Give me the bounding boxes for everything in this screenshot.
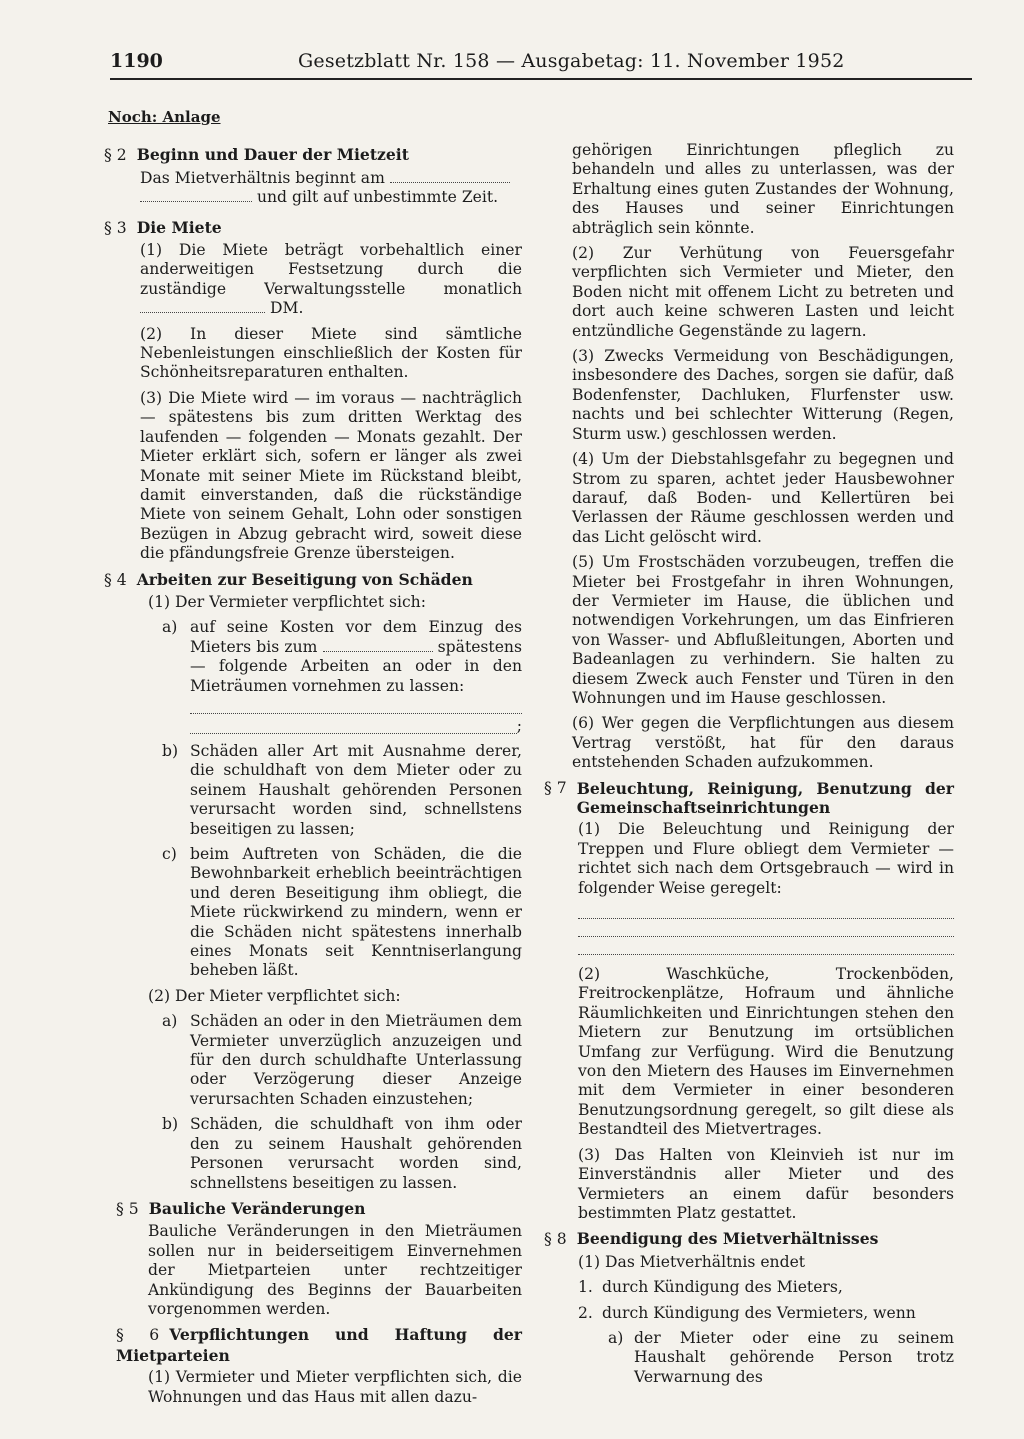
- blank-field-deadline[interactable]: [323, 639, 433, 652]
- item-text: durch Kündigung des Mieters,: [602, 1278, 843, 1297]
- item-label: b): [162, 741, 179, 760]
- item-text: auf seine Kosten vor dem Einzug des Mieters bis zum: [190, 618, 522, 656]
- section-title: Bauliche Veränderungen: [148, 1198, 366, 1218]
- anlage-heading: Noch: Anlage: [108, 108, 221, 126]
- item-label: 2.: [578, 1303, 593, 1322]
- page-number: 1190: [110, 50, 163, 72]
- blank-line[interactable]: [578, 904, 954, 919]
- s6-paragraph-6: (6) Wer gegen die Verpflichtungen aus diesem Vertrag verstößt, hat für den daraus entstehenden Schaden aufzukommen.: [572, 714, 954, 772]
- section-2-body: [104, 169, 522, 208]
- s6-paragraph-3: (3) Zwecks Vermeidung von Beschädigungen, insbesondere des Daches, sorgen sie dafür, daß Bodenfenster, Dachluken, Flurfenster usw. nachts und bei schlechter Witterung (Regen, Sturm usw.) geschlossen werden.: [572, 347, 954, 443]
- section-4-body: [104, 593, 522, 1193]
- section-title: Beginn und Dauer der Mietzeit: [136, 145, 409, 165]
- section-number: § 2: [104, 146, 127, 165]
- item-label: c): [162, 845, 177, 863]
- section-number: § 4: [104, 570, 127, 589]
- list-item: [148, 845, 522, 981]
- section-4-heading: [104, 570, 522, 590]
- item-end: ;: [516, 716, 522, 735]
- blank-line[interactable]: [190, 719, 517, 734]
- section-title: Beleuchtung, Reinigung, Benutzung der Gemeinschaftseinrichtungen: [576, 778, 954, 817]
- header-rule: [110, 78, 972, 80]
- list-item: [578, 1278, 954, 1297]
- section-5-body: [104, 1222, 522, 1319]
- s6-paragraph-5: (5) Um Frostschäden vorzubeugen, treffen die Mieter bei Frostgefahr in ihren Wohnungen, der Vermieter im Hause, die üblichen und notwendigen Vorkehrungen, um das Einfrieren von Wasser- und Abflußleitungen, Aborten und Badeanlagen zu verhindern. Sie halten zu diesem Zweck auch Fenster und Türen in den Wohnungen und im Hause geschlossen.: [572, 553, 954, 707]
- section-title: Beendigung des Mietverhältnisses: [576, 1229, 879, 1249]
- section-3-heading: [104, 218, 522, 238]
- s7-paragraph-2: (2) Waschküche, Trockenböden, Freitrockenplätze, Hofraum und ähnliche Räumlichkeiten und Einrichtungen stehen den Mietern zur Benutzung im ortsüblichen Umfang zur Verfügung. Wird die Benutzung von den Mietern des Hauses im Einvernehmen mit dem Vermieter in einer besonderen Benutzungsordnung geregelt, so gilt diese als Bestandteil des Mietvertrages.: [578, 965, 954, 1139]
- section-7-body: [544, 820, 954, 1223]
- blank-line[interactable]: [190, 699, 522, 714]
- section-title: Verpflichtungen und Haftung der Mietparteien: [116, 1325, 522, 1365]
- item-text-cont: folgende Arbeiten an oder in den Mieträumen vornehmen zu lassen:: [190, 657, 522, 695]
- list-item: [578, 1329, 954, 1387]
- list-item: [148, 1012, 522, 1109]
- item-label: b): [162, 1115, 179, 1134]
- list-item: [148, 742, 522, 839]
- left-column: [104, 108, 522, 1413]
- s8-paragraph-1: (1) Das Mietverhältnis endet: [578, 1252, 806, 1271]
- item-label: a): [608, 1328, 624, 1347]
- s7-paragraph-3: (3) Das Halten von Kleinvieh ist nur im Einverständnis aller Mieter und des Vermieters an einem dafür besonders bestimmten Platz gestattet.: [578, 1145, 954, 1222]
- item-label: 1.: [578, 1278, 593, 1297]
- s3-p1-text: (1) Die Miete beträgt vorbehaltlich einer anderweitigen Festsetzung durch die zuständige Verwaltungsstelle monatlich: [140, 241, 522, 298]
- section-3-body: [104, 241, 522, 564]
- section-number: § 8: [544, 1230, 567, 1249]
- item-text: Schäden aller Art mit Ausnahme derer, die schuldhaft von dem Mieter oder zu seinem Haushalt gehörenden Personen verursacht worden sind, schnellstens beseitigen zu lassen;: [190, 741, 522, 838]
- item-text: durch Kündigung des Vermieters, wenn: [602, 1303, 916, 1322]
- blank-line[interactable]: [578, 940, 954, 955]
- s3-paragraph-1: [140, 241, 522, 319]
- s4-paragraph-2: (2) Der Mieter verpflichtet sich:: [148, 986, 401, 1005]
- section-8-heading: [544, 1229, 954, 1249]
- s6-paragraph-1-cont: gehörigen Einrichtungen pfleglich zu behandeln und alles zu unterlassen, was der Erhaltung eines guten Zustandes der Wohnung, des Hauses und seiner Einrichtungen abträglich sein könnte.: [572, 141, 954, 237]
- section-5-heading: [104, 1199, 522, 1219]
- blank-field-start-date-cont[interactable]: [140, 189, 252, 202]
- section-title: Die Miete: [136, 217, 222, 237]
- s5-paragraph: Bauliche Veränderungen in den Mieträumen sollen nur in beiderseitigem Einvernehmen der Mietparteien unter rechtzeitiger Ankündigung des Beginns der Bauarbeiten vorgenommen werden.: [148, 1222, 522, 1318]
- section-7-heading: [544, 779, 954, 818]
- section-8-body: [544, 1253, 954, 1387]
- s4-paragraph-1: (1) Der Vermieter verpflichtet sich:: [148, 592, 426, 611]
- section-number: § 5: [116, 1199, 139, 1218]
- item-text: Schäden, die schuldhaft von ihm oder den zu seinem Haushalt gehörenden Personen verursacht worden sind, schnellstens beseitigen zu lassen.: [190, 1115, 522, 1192]
- item-text: Schäden an oder in den Mieträumen dem Vermieter unverzüglich anzuzeigen und für den durch schuldhafte Unterlassung oder Verzögerung dieser Anzeige verursachten Schaden einzustehen;: [190, 1012, 522, 1108]
- section-6-body: [104, 1368, 522, 1407]
- section-2-heading: [104, 145, 522, 165]
- header-title: Gesetzblatt Nr. 158 — Ausgabetag: 11. November 1952: [298, 50, 845, 72]
- list-item: [148, 1115, 522, 1193]
- section-number: § 7: [544, 778, 567, 797]
- s2-line2: und gilt auf unbestimmte Zeit.: [256, 188, 499, 207]
- blank-line[interactable]: [578, 922, 954, 937]
- blank-field-start-date[interactable]: [390, 170, 510, 183]
- right-column: [544, 141, 954, 1393]
- blank-field-rent[interactable]: [140, 300, 265, 313]
- item-label: a): [162, 1012, 178, 1031]
- section-6-heading: [104, 1325, 522, 1365]
- s3-p1-unit: DM.: [269, 299, 304, 318]
- s6-paragraph-4: (4) Um der Diebstahlsgefahr zu begegnen und Strom zu sparen, achtet jeder Hausbewohner darauf, daß Boden- und Kellertüren bei Verlassen der Räume geschlossen werden und das Licht gelöscht wird.: [572, 450, 954, 546]
- s7-paragraph-1: (1) Die Beleuchtung und Reinigung der Treppen und Flure obliegt dem Vermieter — richtet sich nach dem Ortsgebrauch — wird in folgender Weise geregelt:: [578, 820, 954, 897]
- s2-line1: Das Mietverhältnis beginnt am: [140, 168, 385, 187]
- section-number: § 3: [104, 218, 127, 237]
- s3-paragraph-3: (3) Die Miete wird — im voraus — nachträglich — spätestens bis zum dritten Werktag des laufenden — folgenden — Monats gezahlt. Der Mieter erklärt sich, sofern er länger als zwei Monate mit seiner Miete im Rückstand bleibt, damit einverstanden, daß die rückständige Miete von seinem Gehalt, Lohn oder sonstigen Bezügen in Abzug gebracht wird, soweit diese die pfändungsfreie Grenze übersteigen.: [140, 388, 522, 563]
- item-text-cont: spätestens —: [190, 637, 522, 676]
- item-text: der Mieter oder eine zu seinem Haushalt gehörende Person trotz Verwarnung des: [634, 1328, 954, 1386]
- s6-paragraph-1: (1) Vermieter und Mieter verpflichten sich, die Wohnungen und das Haus mit allen dazu-: [148, 1368, 522, 1406]
- list-item: [578, 1304, 954, 1323]
- s3-paragraph-2: (2) In dieser Miete sind sämtliche Nebenleistungen einschließlich der Kosten für Schönheitsreparaturen enthalten.: [140, 324, 522, 382]
- item-text: beim Auftreten von Schäden, die die Bewohnbarkeit erheblich beeinträchtigen und deren Beseitigung ihm obliegt, die Miete rückwirkend zu mindern, wenn er die Schäden nicht spätestens innerhalb eines Monats seit Kenntniserlangung beheben läßt.: [190, 845, 522, 980]
- item-label: a): [162, 618, 178, 637]
- page-header: [110, 50, 970, 80]
- section-number: § 6: [116, 1326, 160, 1345]
- list-item: [148, 618, 522, 736]
- section-title: Arbeiten zur Beseitigung von Schäden: [136, 569, 473, 589]
- s6-paragraph-2: (2) Zur Verhütung von Feuersgefahr verpflichten sich Vermieter und Mieter, den Boden nicht mit offenem Licht zu betreten und dort auch keine schweren Lasten und leicht entzündliche Gegenstände zu lagern.: [572, 244, 954, 340]
